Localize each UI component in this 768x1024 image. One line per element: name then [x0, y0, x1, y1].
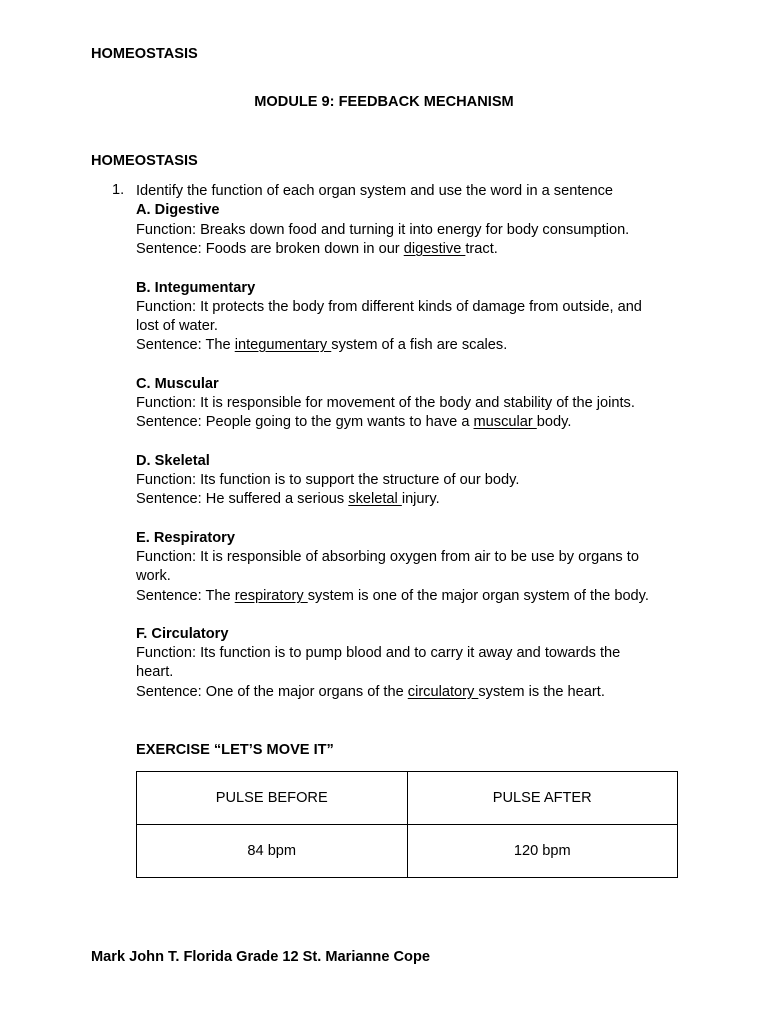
table-row: [137, 825, 678, 878]
underlined-word: respiratory: [234, 588, 308, 604]
underlined-word: circulatory: [407, 684, 479, 700]
question-text: Identify the function of each organ system and use the word in a sentence: [136, 183, 614, 199]
organ-sentence: [136, 336, 507, 355]
organ-sentence: [136, 587, 649, 606]
cell-pulse-before-value: 84 bpm: [137, 825, 408, 878]
organ-heading: F. Circulatory: [136, 626, 229, 642]
exercise-title: EXERCISE “LET’S MOVE IT”: [136, 742, 334, 758]
sentence-text: tract.: [465, 241, 498, 257]
organ-function-line: Function: Breaks down food and turning it into energy for body consumption.: [136, 222, 630, 238]
sentence-text: injury.: [401, 491, 440, 507]
sentence-text: body.: [536, 414, 572, 430]
organ-function-line: Function: Its function is to pump blood and to carry it away and towards the: [136, 645, 621, 661]
question-number: 1.: [112, 182, 125, 198]
organ-sentence: [136, 490, 440, 509]
underlined-word: skeletal: [348, 491, 402, 507]
underlined-word: muscular: [473, 414, 537, 430]
header-cell-pulse-after: PULSE AFTER: [407, 772, 678, 825]
organ-function-line: Function: It protects the body from different kinds of damage from outside, and: [136, 299, 642, 315]
organ-sentence: [136, 683, 605, 702]
organ-function-line: work.: [136, 568, 171, 584]
organ-function-line: Function: Its function is to support the structure of our body.: [136, 472, 520, 488]
module-title: MODULE 9: FEEDBACK MECHANISM: [254, 94, 514, 110]
sentence-text: Sentence: Foods are broken down in our: [136, 241, 404, 257]
underlined-word: digestive: [403, 241, 466, 257]
sentence-text: Sentence: The: [136, 337, 235, 353]
cell-pulse-after-value: 120 bpm: [407, 825, 678, 878]
pulse-table: [136, 771, 678, 878]
sentence-text: system is one of the major organ system of the body.: [307, 588, 649, 604]
organ-function-line: Function: It is responsible for movement of the body and stability of the joints.: [136, 395, 635, 411]
sentence-text: Sentence: He suffered a serious: [136, 491, 349, 507]
organ-function-line: Function: It is responsible of absorbing oxygen from air to be use by organs to: [136, 549, 639, 565]
sentence-text: Sentence: One of the major organs of the: [136, 684, 408, 700]
sentence-text: Sentence: People going to the gym wants to have a: [136, 414, 474, 430]
organ-heading: D. Skeletal: [136, 453, 210, 469]
organ-function-line: heart.: [136, 664, 174, 680]
underlined-word: integumentary: [234, 337, 332, 353]
organ-heading: E. Respiratory: [136, 530, 235, 546]
section-title: HOMEOSTASIS: [91, 153, 198, 169]
page-header-title: HOMEOSTASIS: [91, 46, 198, 62]
organ-heading: A. Digestive: [136, 202, 220, 218]
table-header-row: [137, 772, 678, 825]
sentence-text: system of a fish are scales.: [331, 337, 508, 353]
footer-author: Mark John T. Florida Grade 12 St. Marianne Cope: [91, 949, 430, 965]
organ-sentence: [136, 240, 498, 259]
sentence-text: Sentence: The: [136, 588, 235, 604]
organ-heading: C. Muscular: [136, 376, 219, 392]
organ-function-line: lost of water.: [136, 318, 218, 334]
header-cell-pulse-before: PULSE BEFORE: [137, 772, 408, 825]
organ-heading: B. Integumentary: [136, 280, 256, 296]
sentence-text: system is the heart.: [478, 684, 605, 700]
organ-sentence: [136, 413, 571, 432]
